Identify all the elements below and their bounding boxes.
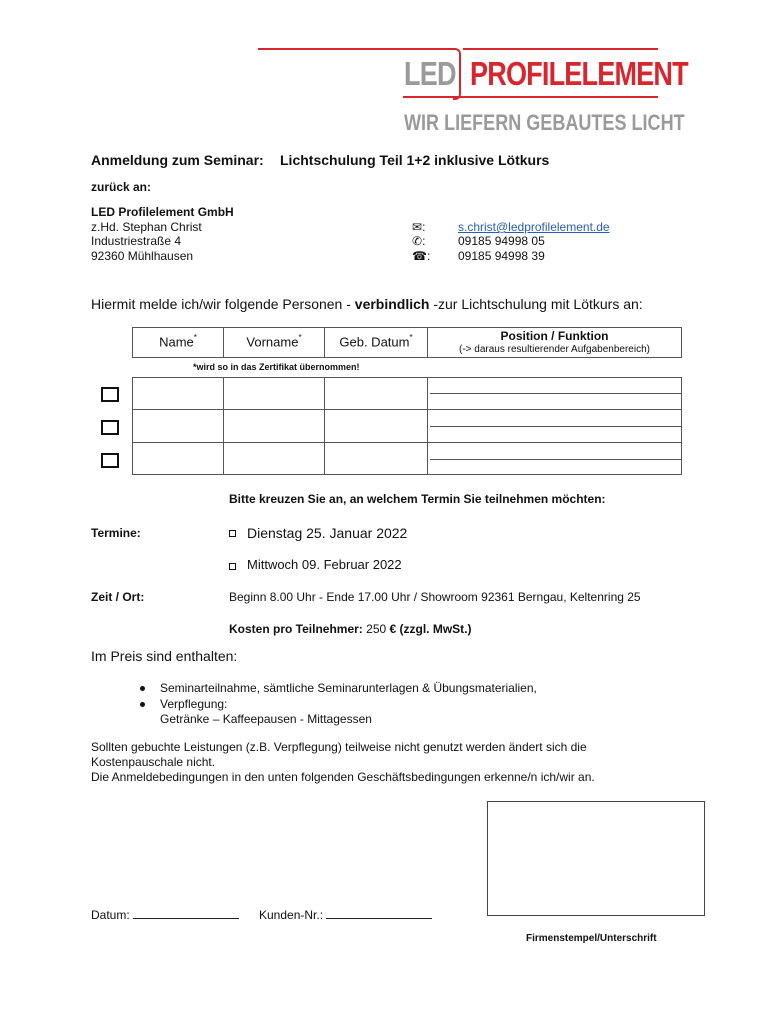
datum-field: [91, 907, 239, 922]
col-vorname: Vorname*: [224, 328, 325, 358]
logo-right-line: [463, 48, 658, 50]
cell-geb[interactable]: [325, 378, 428, 410]
date1-checkbox[interactable]: [229, 530, 236, 537]
cell-name[interactable]: [133, 442, 224, 474]
intro-bold: verbindlich: [354, 296, 430, 312]
stamp-box[interactable]: [487, 801, 705, 916]
company-logo: [258, 44, 688, 139]
return-label: zurück an:: [91, 180, 152, 194]
zeit-label: Zeit / Ort:: [91, 590, 145, 604]
col-position: Position / Funktion (-> daraus resultierender Aufgabenbereich): [428, 328, 682, 358]
logo-led: LED: [404, 55, 456, 92]
address-attn: z.Hd. Stephan Christ: [91, 220, 202, 234]
kunden-line[interactable]: [326, 907, 432, 919]
logo-bottom-line: [403, 96, 658, 98]
email-row: [412, 220, 425, 234]
date2-checkbox[interactable]: [229, 563, 236, 570]
intro-pre: Hiermit melde ich/wir folgende Personen -: [91, 296, 355, 312]
position-subline: [430, 426, 682, 427]
email-link[interactable]: s.christ@ledprofilelement.de: [458, 220, 610, 234]
termine-label: Termine:: [91, 526, 141, 540]
preis-item2: Verpflegung:: [160, 697, 228, 711]
phone-icon: ✆: [412, 234, 423, 248]
kosten-rest: € (zzgl. MwSt.): [386, 622, 472, 636]
row-checkbox[interactable]: [101, 387, 119, 402]
logo-top-line: [258, 48, 453, 50]
cell-geb[interactable]: [325, 410, 428, 442]
kosten-amount: 250: [366, 622, 387, 636]
address-city: 92360 Mühlhausen: [91, 249, 194, 263]
note-line2: Kostenpauschale nicht.: [91, 755, 216, 769]
kosten-line: [229, 622, 472, 636]
phone-row: [412, 234, 425, 248]
cell-vorname[interactable]: [224, 410, 325, 442]
fax-icon: ☎: [412, 249, 427, 263]
cell-name[interactable]: [133, 378, 224, 410]
phone-colon: :: [422, 234, 426, 248]
bullet: [140, 686, 145, 691]
registration-header-table: [132, 327, 682, 358]
date2-text: Mittwoch 09. Februar 2022: [247, 557, 402, 572]
kosten-label: Kosten pro Teilnehmer:: [229, 622, 363, 636]
seminar-label: Anmeldung zum Seminar:: [91, 152, 264, 168]
note-line1: Sollten gebuchte Leistungen (z.B. Verpflegung) teilweise nicht genutzt werden ändert sich die: [91, 740, 587, 754]
zeit-value: Beginn 8.00 Uhr - Ende 17.00 Uhr / Showroom 92361 Berngau, Keltenring 25: [229, 590, 641, 604]
date1-text: Dienstag 25. Januar 2022: [247, 525, 408, 541]
cell-geb[interactable]: [325, 442, 428, 474]
cell-name[interactable]: [133, 410, 224, 442]
preis-item1: Seminarteilnahme, sämtliche Seminarunterlagen & Übungsmaterialien,: [160, 681, 537, 695]
preis-item2-sub: Getränke – Kaffeepausen - Mittagessen: [160, 712, 372, 726]
logo-tagline: WIR LIEFERN GEBAUTES LICHT: [404, 110, 685, 135]
envelope-icon: ✉: [412, 220, 423, 234]
kunden-field: [259, 907, 432, 922]
stamp-label: Firmenstempel/Unterschrift: [526, 933, 657, 944]
position-subline: [430, 459, 682, 460]
col-name: Name*: [133, 328, 224, 358]
preis-heading: Im Preis sind enthalten:: [91, 648, 238, 664]
address-company: LED Profilelement GmbH: [91, 205, 234, 219]
termine-instruction: Bitte kreuzen Sie an, an welchem Termin Sie teilnehmen möchten:: [229, 492, 606, 506]
bullet: [140, 702, 145, 707]
note-line3: Die Anmeldebedingungen in den unten folgenden Geschäftsbedingungen erkenne/n ich/wir an.: [91, 770, 595, 784]
position-subline: [430, 393, 682, 394]
fax-colon: :: [426, 249, 431, 263]
cell-vorname[interactable]: [224, 442, 325, 474]
datum-line[interactable]: [133, 907, 239, 919]
logo-profilelement: PROFILELEMENT: [470, 55, 688, 92]
col-geb: Geb. Datum*: [325, 328, 428, 358]
phone-number: 09185 94998 05: [458, 234, 545, 248]
cell-vorname[interactable]: [224, 378, 325, 410]
kunden-label: Kunden-Nr.:: [259, 908, 324, 922]
row-checkbox[interactable]: [101, 453, 119, 468]
email-colon: :: [422, 220, 426, 234]
address-street: Industriestraße 4: [91, 234, 182, 248]
fax-row: [412, 249, 430, 263]
fax-number: 09185 94998 39: [458, 249, 545, 263]
table-footnote: *wird so in das Zertifikat übernommen!: [193, 362, 360, 372]
datum-label: Datum:: [91, 908, 130, 922]
intro-sentence: [91, 296, 643, 312]
row-checkbox[interactable]: [101, 420, 119, 435]
seminar-title: Lichtschulung Teil 1+2 inklusive Lötkurs: [280, 152, 550, 168]
intro-post: -zur Lichtschulung mit Lötkurs an:: [429, 296, 643, 312]
